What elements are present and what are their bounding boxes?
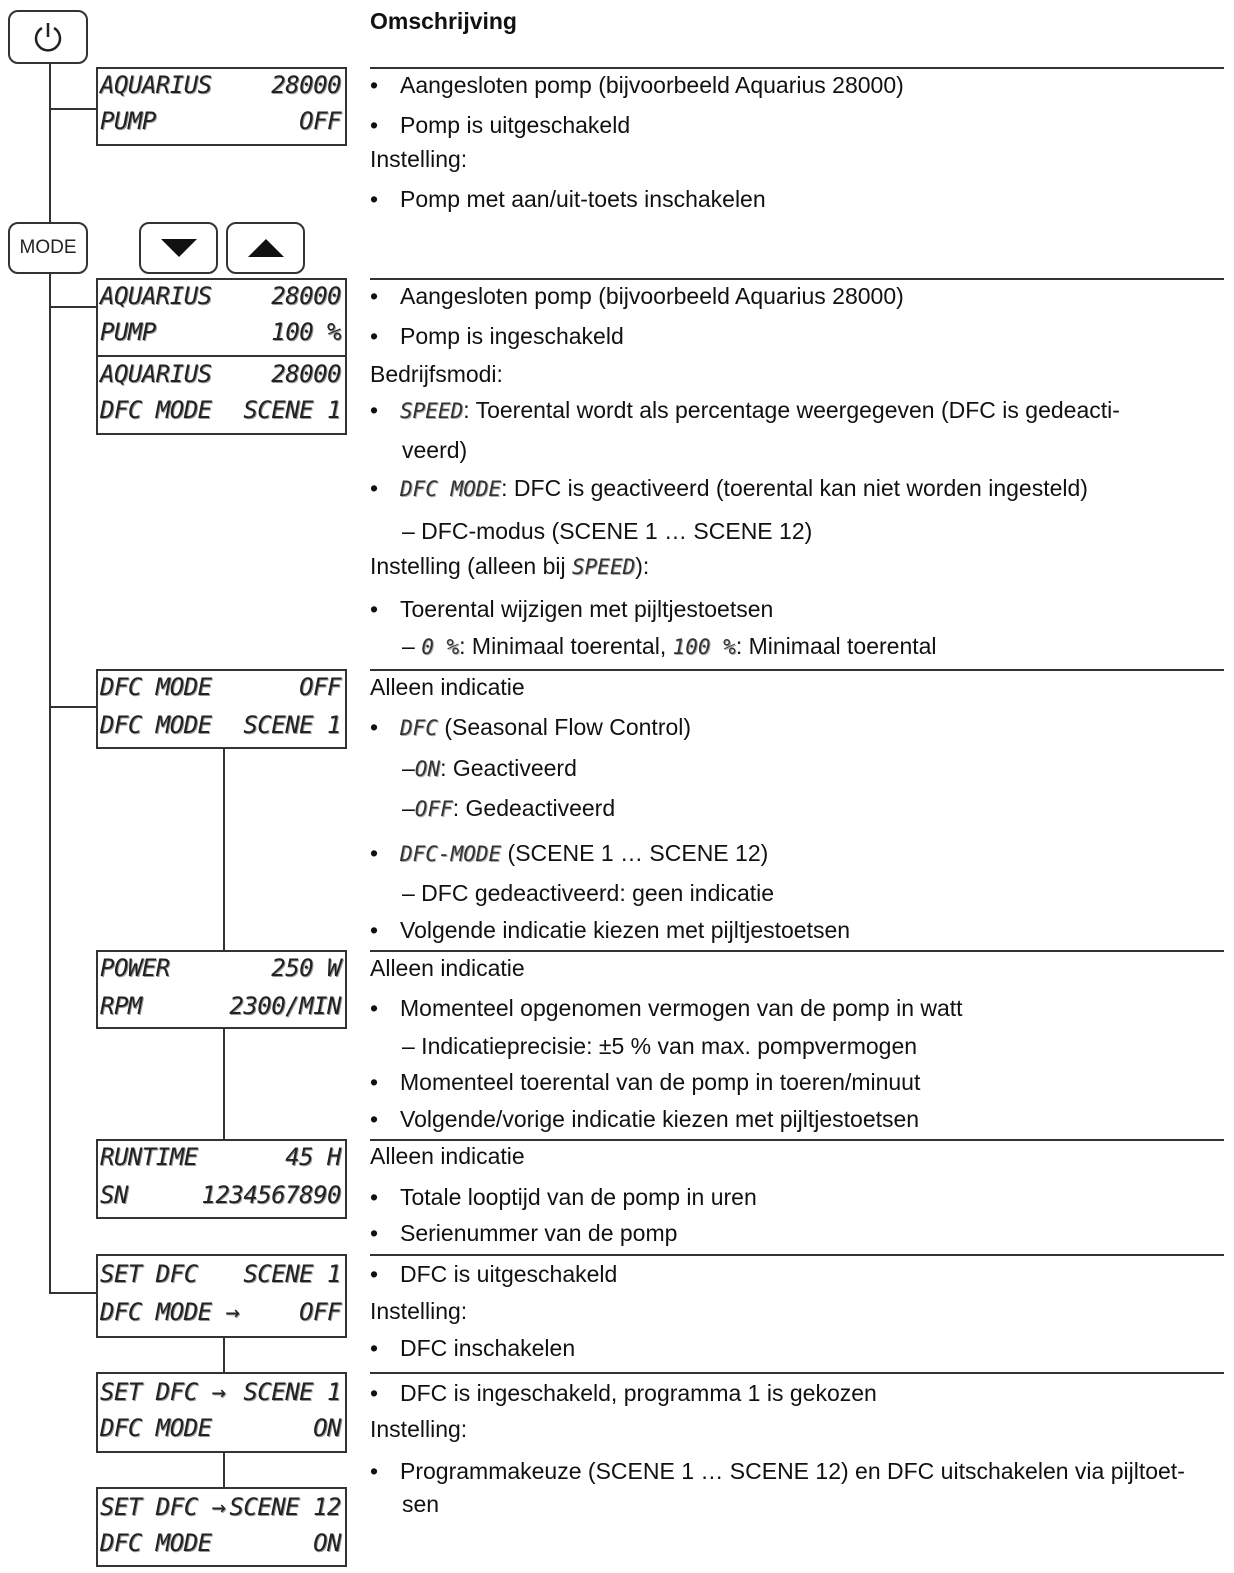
sub-item: –OFF: Gedeactiveerd bbox=[402, 795, 616, 821]
section-label: Bedrijfsmodi: bbox=[370, 361, 503, 387]
bullet-item: • DFC inschakelen bbox=[370, 1335, 576, 1361]
sub-item: – DFC-modus (SCENE 1 … SCENE 12) bbox=[402, 518, 813, 544]
flow-line bbox=[223, 1451, 225, 1489]
separator bbox=[370, 1139, 1224, 1141]
section-label: Alleen indicatie bbox=[370, 674, 525, 700]
section-label: Instelling (alleen bij SPEED): bbox=[370, 553, 650, 579]
flow-line bbox=[49, 108, 96, 110]
section-label: Alleen indicatie bbox=[370, 1143, 525, 1169]
lcd-display: SET DFC SCENE 1 DFC MODE → OFF bbox=[96, 1254, 347, 1338]
section-label: Alleen indicatie bbox=[370, 955, 525, 981]
arrow-down-button[interactable] bbox=[139, 222, 218, 274]
flow-line bbox=[49, 273, 51, 1294]
section-label: Instelling: bbox=[370, 146, 468, 172]
separator bbox=[370, 950, 1224, 952]
bullet-item: • Pomp met aan/uit-toets inschakelen bbox=[370, 186, 766, 212]
arrow-up-icon bbox=[246, 237, 286, 259]
flow-line bbox=[49, 64, 51, 222]
sub-item: – 0 %: Minimaal toerental, 100 %: Minimaal toerental bbox=[402, 633, 937, 659]
bullet-item: • Totale looptijd van de pomp in uren bbox=[370, 1184, 757, 1210]
bullet-item: • DFC is ingeschakeld, programma 1 is gekozen bbox=[370, 1380, 877, 1406]
flow-line bbox=[49, 306, 96, 308]
section-label: Instelling: bbox=[370, 1416, 468, 1442]
column-header: Omschrijving bbox=[370, 8, 517, 34]
lcd-display: POWER 250 W RPM 2300/MIN bbox=[96, 950, 347, 1029]
flow-line bbox=[49, 1292, 96, 1294]
bullet-item: • SPEED: Toerental wordt als percentage weergegeven (DFC is gedeacti- bbox=[370, 397, 1120, 423]
sub-item: – Indicatieprecisie: ±5 % van max. pompvermogen bbox=[402, 1033, 918, 1059]
flow-line bbox=[223, 1027, 225, 1141]
lcd-display: SET DFC → SCENE 1 DFC MODE ON bbox=[96, 1372, 347, 1453]
flow-line bbox=[223, 747, 225, 952]
lcd-display: AQUARIUS 28000 PUMP 100 % AQUARIUS 28000 DFC MODE SCENE 1 bbox=[96, 278, 347, 435]
mode-button-label: MODE bbox=[19, 237, 77, 258]
section-label: Instelling: bbox=[370, 1298, 468, 1324]
bullet-item: • Aangesloten pomp (bijvoorbeeld Aquarius 28000) bbox=[370, 72, 904, 98]
bullet-item: • Serienummer van de pomp bbox=[370, 1220, 678, 1246]
bullet-item: • Volgende indicatie kiezen met pijltjestoetsen bbox=[370, 917, 851, 943]
separator bbox=[370, 1254, 1224, 1256]
bullet-item: • Aangesloten pomp (bijvoorbeeld Aquarius 28000) bbox=[370, 283, 904, 309]
sub-item: – DFC gedeactiveerd: geen indicatie bbox=[402, 880, 775, 906]
power-button[interactable] bbox=[8, 10, 88, 64]
bullet-item: • Momenteel opgenomen vermogen van de pomp in watt bbox=[370, 995, 963, 1021]
lcd-display: AQUARIUS 28000 PUMP OFF bbox=[96, 67, 347, 146]
separator bbox=[370, 1372, 1224, 1374]
separator bbox=[370, 278, 1224, 280]
bullet-item: • DFC-MODE (SCENE 1 … SCENE 12) bbox=[370, 840, 769, 866]
arrow-up-button[interactable] bbox=[226, 222, 305, 274]
lcd-display: SET DFC → SCENE 12 DFC MODE ON bbox=[96, 1487, 347, 1567]
bullet-item: • Programmakeuze (SCENE 1 … SCENE 12) en DFC uitschakelen via pijltoet- bbox=[370, 1458, 1185, 1484]
bullet-item: • Toerental wijzigen met pijltjestoetsen bbox=[370, 596, 774, 622]
flow-line bbox=[223, 1336, 225, 1374]
bullet-item: • Pomp is ingeschakeld bbox=[370, 323, 624, 349]
power-icon bbox=[31, 20, 65, 54]
bullet-item: • Pomp is uitgeschakeld bbox=[370, 112, 631, 138]
bullet-item: • Momenteel toerental van de pomp in toeren/minuut bbox=[370, 1069, 921, 1095]
flow-line bbox=[49, 706, 96, 708]
lcd-display: DFC MODE OFF DFC MODE SCENE 1 bbox=[96, 669, 347, 749]
bullet-item: • DFC MODE: DFC is geactiveerd (toerental kan niet worden ingesteld) bbox=[370, 475, 1088, 501]
separator bbox=[370, 67, 1224, 69]
bullet-item: • DFC is uitgeschakeld bbox=[370, 1261, 618, 1287]
bullet-item: • Volgende/vorige indicatie kiezen met pijltjestoetsen bbox=[370, 1106, 920, 1132]
bullet-item: • DFC (Seasonal Flow Control) bbox=[370, 714, 692, 740]
separator bbox=[370, 669, 1224, 671]
text-line: veerd) bbox=[402, 437, 468, 463]
sub-item: –ON: Geactiveerd bbox=[402, 755, 577, 781]
mode-button[interactable] bbox=[8, 222, 88, 274]
arrow-down-icon bbox=[159, 237, 199, 259]
text-line: sen bbox=[402, 1491, 440, 1517]
lcd-display: RUNTIME 45 H SN 1234567890 bbox=[96, 1139, 347, 1219]
